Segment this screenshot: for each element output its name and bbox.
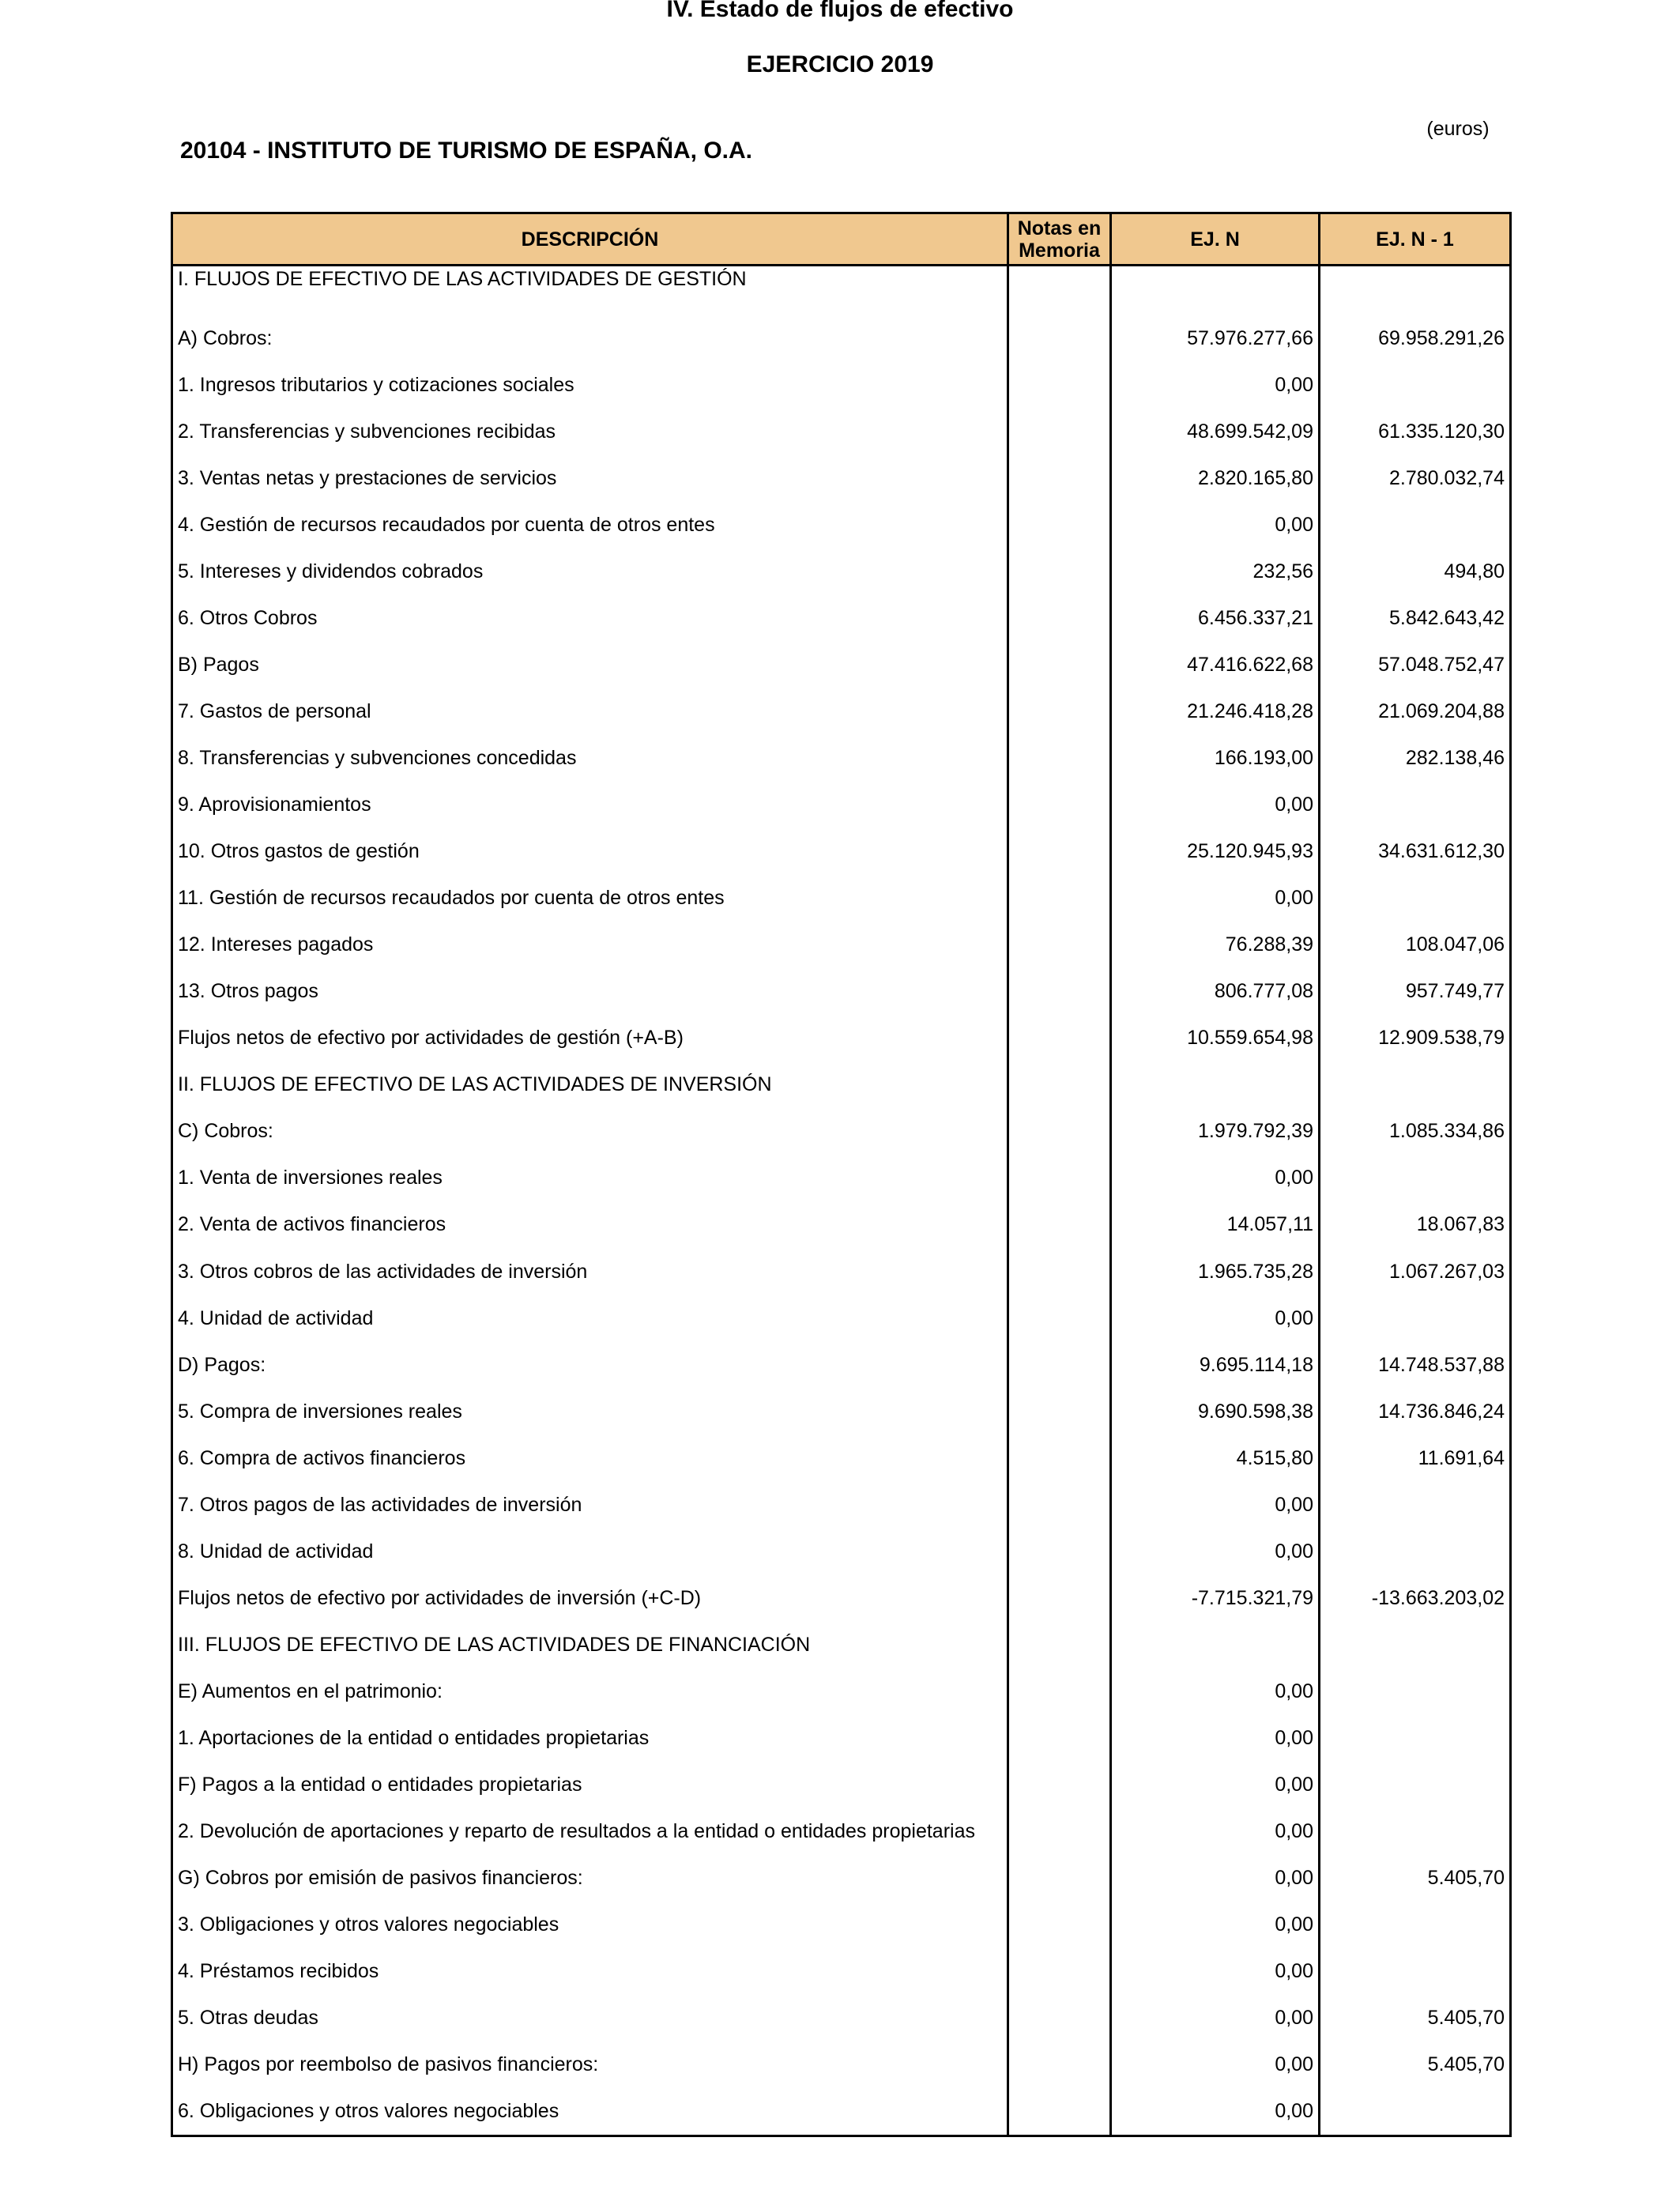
row-notes bbox=[1008, 454, 1111, 501]
row-value-previous-year: 5.842.643,42 bbox=[1320, 594, 1511, 641]
row-value-previous-year bbox=[1320, 2088, 1511, 2136]
row-description: II. FLUJOS DE EFECTIVO DE LAS ACTIVIDADES DE INVERSIÓN bbox=[178, 1073, 772, 1096]
row-value-current-year: 9.690.598,38 bbox=[1111, 1388, 1320, 1434]
row-notes bbox=[1008, 875, 1111, 922]
row-description: I. FLUJOS DE EFECTIVO DE LAS ACTIVIDADES DE GESTIÓN bbox=[178, 268, 747, 290]
row-description: 5. Compra de inversiones reales bbox=[178, 1400, 462, 1423]
row-value-previous-year: 494,80 bbox=[1320, 548, 1511, 594]
row-value-previous-year bbox=[1320, 501, 1511, 548]
row-value-current-year: 0,00 bbox=[1111, 1902, 1320, 1948]
row-notes bbox=[1008, 782, 1111, 828]
row-description: 2. Devolución de aportaciones y reparto de resultados a la entidad o entidades propietarias bbox=[178, 1820, 975, 1843]
row-notes bbox=[1008, 1714, 1111, 1761]
row-value-previous-year: 957.749,77 bbox=[1320, 968, 1511, 1015]
row-value-previous-year: 1.085.334,86 bbox=[1320, 1108, 1511, 1155]
table-row bbox=[172, 828, 1511, 875]
row-notes bbox=[1008, 688, 1111, 734]
row-description: 6. Otros Cobros bbox=[178, 606, 318, 629]
row-value-previous-year: 282.138,46 bbox=[1320, 734, 1511, 781]
row-value-current-year: 1.979.792,39 bbox=[1111, 1108, 1320, 1155]
row-value-previous-year: 2.780.032,74 bbox=[1320, 454, 1511, 501]
row-description: B) Pagos bbox=[178, 653, 259, 676]
currency-note: (euros) bbox=[1426, 118, 1490, 140]
row-description: 6. Compra de activos financieros bbox=[178, 1446, 466, 1469]
row-value-previous-year bbox=[1320, 1481, 1511, 1528]
row-value-previous-year: 1.067.267,03 bbox=[1320, 1248, 1511, 1295]
row-value-previous-year: 11.691,64 bbox=[1320, 1434, 1511, 1481]
fiscal-year-title: EJERCICIO 2019 bbox=[746, 51, 934, 77]
row-value-current-year: 0,00 bbox=[1111, 1155, 1320, 1201]
row-value-previous-year: 61.335.120,30 bbox=[1320, 408, 1511, 454]
table-header-row bbox=[172, 213, 1511, 266]
row-value-previous-year: 5.405,70 bbox=[1320, 1855, 1511, 1902]
row-notes bbox=[1008, 1995, 1111, 2041]
row-value-previous-year bbox=[1320, 1902, 1511, 1948]
row-description: F) Pagos a la entidad o entidades propietarias bbox=[178, 1774, 582, 1796]
row-notes bbox=[1008, 1295, 1111, 1341]
row-notes bbox=[1008, 1201, 1111, 1248]
table-row bbox=[172, 1574, 1511, 1621]
row-notes bbox=[1008, 266, 1111, 315]
row-notes bbox=[1008, 828, 1111, 875]
row-notes bbox=[1008, 594, 1111, 641]
table-row bbox=[172, 1295, 1511, 1341]
row-value-previous-year: 5.405,70 bbox=[1320, 2041, 1511, 2088]
column-header-current-year: EJ. N bbox=[1111, 213, 1320, 266]
table-body bbox=[172, 266, 1511, 2136]
row-notes bbox=[1008, 1902, 1111, 1948]
table-row bbox=[172, 1061, 1511, 1108]
row-notes bbox=[1008, 1762, 1111, 1808]
row-description: 4. Préstamos recibidos bbox=[178, 1960, 379, 1983]
row-notes bbox=[1008, 2041, 1111, 2088]
row-value-previous-year bbox=[1320, 1061, 1511, 1108]
row-value-current-year: -7.715.321,79 bbox=[1111, 1574, 1320, 1621]
row-value-current-year: 0,00 bbox=[1111, 1295, 1320, 1341]
row-notes bbox=[1008, 1108, 1111, 1155]
row-description: D) Pagos: bbox=[178, 1353, 266, 1376]
table-row bbox=[172, 1762, 1511, 1808]
row-value-previous-year: 21.069.204,88 bbox=[1320, 688, 1511, 734]
table-row bbox=[172, 501, 1511, 548]
row-notes bbox=[1008, 361, 1111, 408]
row-notes bbox=[1008, 1528, 1111, 1574]
row-value-previous-year bbox=[1320, 1295, 1511, 1341]
row-notes bbox=[1008, 1948, 1111, 1995]
table-row bbox=[172, 594, 1511, 641]
table-row bbox=[172, 1248, 1511, 1295]
row-value-current-year: 0,00 bbox=[1111, 1481, 1320, 1528]
table-row bbox=[172, 266, 1511, 315]
table-row bbox=[172, 1481, 1511, 1528]
row-description: 5. Otras deudas bbox=[178, 2007, 318, 2030]
row-description: 8. Transferencias y subvenciones concedidas bbox=[178, 746, 577, 769]
row-value-previous-year: 34.631.612,30 bbox=[1320, 828, 1511, 875]
row-value-current-year: 25.120.945,93 bbox=[1111, 828, 1320, 875]
table-row bbox=[172, 1155, 1511, 1201]
row-notes bbox=[1008, 501, 1111, 548]
row-value-previous-year bbox=[1320, 1948, 1511, 1995]
row-description: 1. Ingresos tributarios y cotizaciones sociales bbox=[178, 373, 574, 396]
row-description: 4. Unidad de actividad bbox=[178, 1306, 374, 1329]
row-description: 2. Venta de activos financieros bbox=[178, 1213, 446, 1236]
table-row bbox=[172, 2088, 1511, 2136]
row-value-current-year: 0,00 bbox=[1111, 875, 1320, 922]
row-value-current-year: 2.820.165,80 bbox=[1111, 454, 1320, 501]
row-value-previous-year bbox=[1320, 1528, 1511, 1574]
row-value-previous-year bbox=[1320, 782, 1511, 828]
row-description: 3. Obligaciones y otros valores negociables bbox=[178, 1913, 559, 1936]
table-row bbox=[172, 2041, 1511, 2088]
row-value-current-year: 0,00 bbox=[1111, 2088, 1320, 2136]
row-value-current-year: 48.699.542,09 bbox=[1111, 408, 1320, 454]
row-value-current-year: 0,00 bbox=[1111, 1808, 1320, 1855]
table-row bbox=[172, 454, 1511, 501]
row-value-previous-year: 69.958.291,26 bbox=[1320, 315, 1511, 361]
row-notes bbox=[1008, 408, 1111, 454]
row-notes bbox=[1008, 1248, 1111, 1295]
row-value-current-year: 0,00 bbox=[1111, 501, 1320, 548]
row-description: 10. Otros gastos de gestión bbox=[178, 840, 420, 863]
row-description: 7. Gastos de personal bbox=[178, 699, 371, 722]
row-notes bbox=[1008, 641, 1111, 688]
row-description: 8. Unidad de actividad bbox=[178, 1540, 374, 1563]
table-row bbox=[172, 875, 1511, 922]
row-description: G) Cobros por emisión de pasivos financieros: bbox=[178, 1867, 583, 1890]
row-value-previous-year: 57.048.752,47 bbox=[1320, 641, 1511, 688]
row-value-current-year: 1.965.735,28 bbox=[1111, 1248, 1320, 1295]
table-row bbox=[172, 1668, 1511, 1714]
row-value-previous-year bbox=[1320, 1762, 1511, 1808]
row-value-previous-year bbox=[1320, 1621, 1511, 1668]
table-row bbox=[172, 1855, 1511, 1902]
row-notes bbox=[1008, 1574, 1111, 1621]
row-description: 4. Gestión de recursos recaudados por cuenta de otros entes bbox=[178, 513, 715, 536]
table-row bbox=[172, 1995, 1511, 2041]
table-row bbox=[172, 361, 1511, 408]
row-value-previous-year: 12.909.538,79 bbox=[1320, 1015, 1511, 1061]
table-row bbox=[172, 922, 1511, 968]
table-row bbox=[172, 1528, 1511, 1574]
row-description: 5. Intereses y dividendos cobrados bbox=[178, 560, 484, 582]
row-notes bbox=[1008, 968, 1111, 1015]
row-value-current-year: 0,00 bbox=[1111, 1528, 1320, 1574]
table-row bbox=[172, 548, 1511, 594]
row-value-current-year: 10.559.654,98 bbox=[1111, 1015, 1320, 1061]
row-notes bbox=[1008, 1434, 1111, 1481]
row-description: Flujos netos de efectivo por actividades de inversión (+C-D) bbox=[178, 1586, 702, 1609]
row-description: 7. Otros pagos de las actividades de inversión bbox=[178, 1493, 582, 1516]
row-value-previous-year bbox=[1320, 1808, 1511, 1855]
row-value-current-year: 47.416.622,68 bbox=[1111, 641, 1320, 688]
row-notes bbox=[1008, 315, 1111, 361]
row-notes bbox=[1008, 1388, 1111, 1434]
row-value-previous-year bbox=[1320, 361, 1511, 408]
row-value-current-year: 232,56 bbox=[1111, 548, 1320, 594]
row-value-current-year: 0,00 bbox=[1111, 1948, 1320, 1995]
table-row bbox=[172, 315, 1511, 361]
row-description: 1. Venta de inversiones reales bbox=[178, 1167, 443, 1189]
row-description: 6. Obligaciones y otros valores negociables bbox=[178, 2100, 559, 2123]
row-notes bbox=[1008, 1808, 1111, 1855]
row-value-current-year: 0,00 bbox=[1111, 2041, 1320, 2088]
table-row bbox=[172, 1108, 1511, 1155]
row-notes bbox=[1008, 1061, 1111, 1108]
row-value-current-year: 14.057,11 bbox=[1111, 1201, 1320, 1248]
table-row bbox=[172, 734, 1511, 781]
row-description: 13. Otros pagos bbox=[178, 980, 318, 1003]
row-value-previous-year: 14.736.846,24 bbox=[1320, 1388, 1511, 1434]
row-description: 3. Ventas netas y prestaciones de servicios bbox=[178, 466, 557, 489]
row-description: 9. Aprovisionamientos bbox=[178, 794, 371, 816]
row-notes bbox=[1008, 1668, 1111, 1714]
table-row bbox=[172, 1434, 1511, 1481]
table-row bbox=[172, 1201, 1511, 1248]
column-header-previous-year: EJ. N - 1 bbox=[1320, 213, 1511, 266]
row-description: 3. Otros cobros de las actividades de inversión bbox=[178, 1260, 588, 1283]
row-value-previous-year bbox=[1320, 875, 1511, 922]
row-notes bbox=[1008, 1481, 1111, 1528]
row-notes bbox=[1008, 1155, 1111, 1201]
row-value-current-year: 0,00 bbox=[1111, 1668, 1320, 1714]
row-value-previous-year: 108.047,06 bbox=[1320, 922, 1511, 968]
row-value-current-year: 0,00 bbox=[1111, 1855, 1320, 1902]
row-description: 2. Transferencias y subvenciones recibidas bbox=[178, 420, 556, 443]
row-value-current-year: 9.695.114,18 bbox=[1111, 1341, 1320, 1388]
table-row bbox=[172, 1808, 1511, 1855]
row-notes bbox=[1008, 734, 1111, 781]
row-value-previous-year bbox=[1320, 266, 1511, 315]
table-row bbox=[172, 782, 1511, 828]
row-description: 11. Gestión de recursos recaudados por cuenta de otros entes bbox=[178, 887, 725, 910]
row-value-current-year: 76.288,39 bbox=[1111, 922, 1320, 968]
row-value-current-year: 0,00 bbox=[1111, 1995, 1320, 2041]
table-row bbox=[172, 1015, 1511, 1061]
row-description: III. FLUJOS DE EFECTIVO DE LAS ACTIVIDADES DE FINANCIACIÓN bbox=[178, 1633, 811, 1656]
row-value-previous-year: 14.748.537,88 bbox=[1320, 1341, 1511, 1388]
row-value-current-year: 0,00 bbox=[1111, 1762, 1320, 1808]
document-title: IV. Estado de flujos de efectivo bbox=[666, 0, 1014, 22]
row-description: 12. Intereses pagados bbox=[178, 933, 374, 956]
row-value-previous-year: 5.405,70 bbox=[1320, 1995, 1511, 2041]
row-value-previous-year: 18.067,83 bbox=[1320, 1201, 1511, 1248]
row-description: E) Aumentos en el patrimonio: bbox=[178, 1679, 443, 1702]
row-notes bbox=[1008, 922, 1111, 968]
cash-flow-table bbox=[171, 212, 1512, 2137]
row-value-previous-year: -13.663.203,02 bbox=[1320, 1574, 1511, 1621]
row-value-current-year: 0,00 bbox=[1111, 361, 1320, 408]
row-value-current-year: 21.246.418,28 bbox=[1111, 688, 1320, 734]
table-row bbox=[172, 1714, 1511, 1761]
row-value-current-year bbox=[1111, 266, 1320, 315]
row-notes bbox=[1008, 548, 1111, 594]
table-row bbox=[172, 968, 1511, 1015]
row-value-current-year bbox=[1111, 1621, 1320, 1668]
row-notes bbox=[1008, 1621, 1111, 1668]
row-notes bbox=[1008, 1855, 1111, 1902]
row-value-previous-year bbox=[1320, 1714, 1511, 1761]
table-row bbox=[172, 1341, 1511, 1388]
row-value-current-year: 0,00 bbox=[1111, 1714, 1320, 1761]
row-value-current-year: 4.515,80 bbox=[1111, 1434, 1320, 1481]
entity-name: 20104 - INSTITUTO DE TURISMO DE ESPAÑA, O.A. bbox=[180, 138, 753, 164]
table-row bbox=[172, 1388, 1511, 1434]
row-value-current-year: 0,00 bbox=[1111, 782, 1320, 828]
table-row bbox=[172, 1948, 1511, 1995]
row-notes bbox=[1008, 2088, 1111, 2136]
row-value-current-year: 6.456.337,21 bbox=[1111, 594, 1320, 641]
row-value-previous-year bbox=[1320, 1155, 1511, 1201]
column-header-description: DESCRIPCIÓN bbox=[172, 213, 1008, 266]
row-description: Flujos netos de efectivo por actividades de gestión (+A-B) bbox=[178, 1027, 684, 1050]
row-description: A) Cobros: bbox=[178, 326, 273, 349]
row-description: 1. Aportaciones de la entidad o entidades propietarias bbox=[178, 1726, 650, 1749]
row-value-current-year: 166.193,00 bbox=[1111, 734, 1320, 781]
table-row bbox=[172, 408, 1511, 454]
row-description: C) Cobros: bbox=[178, 1120, 273, 1143]
column-header-notes: Notas en Memoria bbox=[1008, 213, 1111, 266]
row-notes bbox=[1008, 1341, 1111, 1388]
table-row bbox=[172, 1621, 1511, 1668]
row-value-current-year bbox=[1111, 1061, 1320, 1108]
table-row bbox=[172, 1902, 1511, 1948]
row-value-current-year: 806.777,08 bbox=[1111, 968, 1320, 1015]
row-value-current-year: 57.976.277,66 bbox=[1111, 315, 1320, 361]
table-row bbox=[172, 688, 1511, 734]
table-row bbox=[172, 641, 1511, 688]
row-description: H) Pagos por reembolso de pasivos financieros: bbox=[178, 2053, 599, 2076]
row-value-previous-year bbox=[1320, 1668, 1511, 1714]
row-notes bbox=[1008, 1015, 1111, 1061]
